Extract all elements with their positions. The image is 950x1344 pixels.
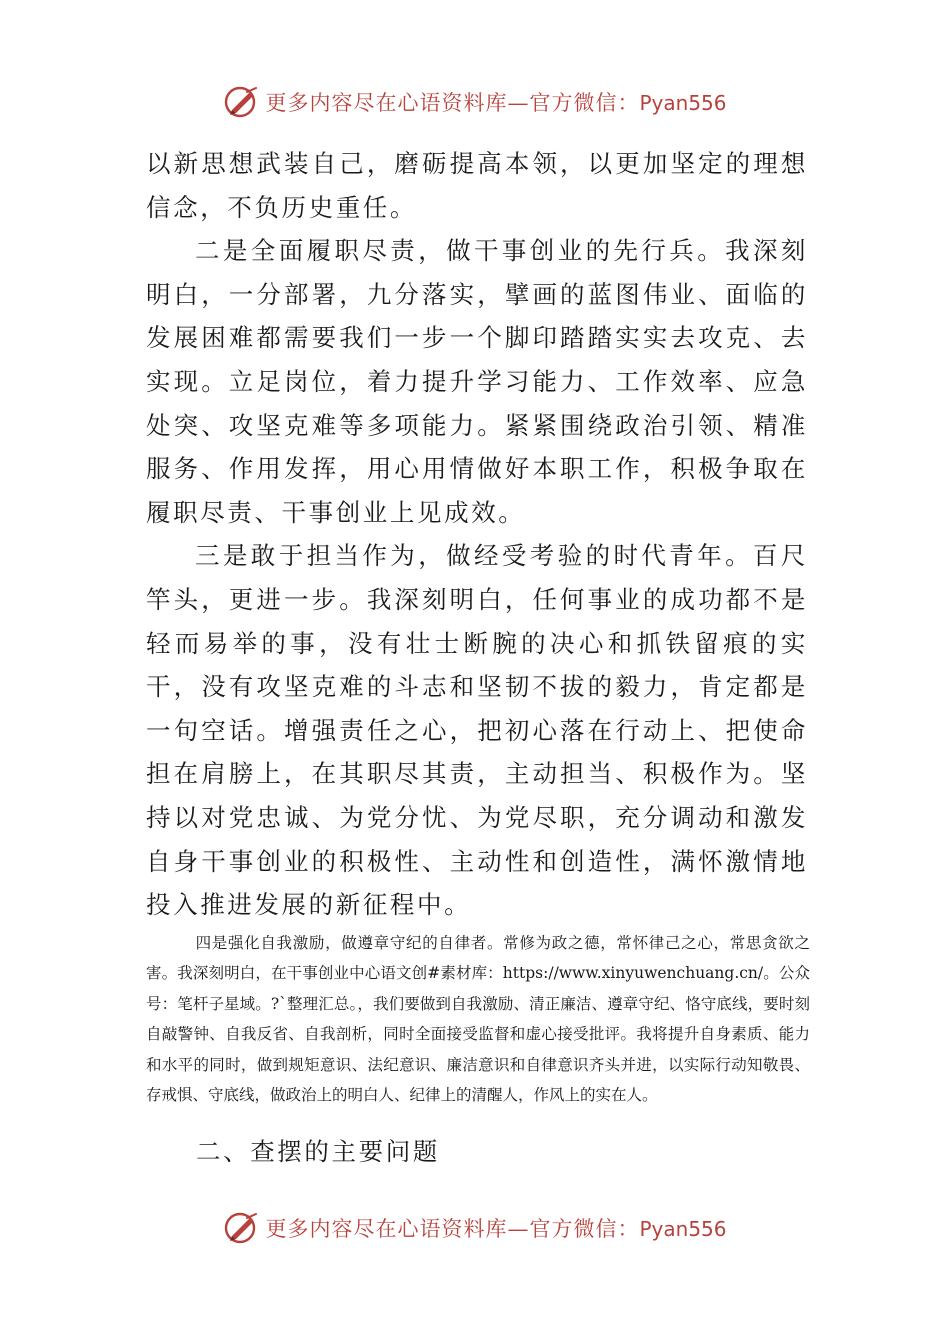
paragraph-continued: 以新思想武装自己，磨砺提高本领，以更加坚定的理想信念，不负历史重任。 — [146, 149, 808, 222]
paragraph-point-two: 二是全面履职尽责，做干事创业的先行兵。我深刻明白，一分部署，九分落实，擘画的蓝图伟业、面临的发展困难都需要我们一步一个脚印踏踏实实去攻克、去实现。立足岗位，着力提升学习能力、工作效率、应急处突、攻坚克难等多项能力。紧紧围绕政治引领、精准服务、作用发挥，用心用情做好本职工作，积极争取在履职尽责、干事创业上见成效。 — [146, 236, 808, 527]
small-text-block — [146, 928, 810, 1110]
section-heading: 二、查摆的主要问题 — [196, 1137, 440, 1166]
paragraph-point-four: 四是强化自我激励，做遵章守纪的自律者。常修为政之德，常怀律己之心，常思贪欲之害。我深刻明白，在干事创业中心语文创#素材库：https://www.xinyuwenchuang.cn/。公众号：笔杆子星域。?`整理汇总。，我们要做到自我激励、清正廉洁、遵章守纪、恪守底线，要时刻自敲警钟、自我反省、自我剖析，同时全面接受监督和虚心接受批评。我将提升自身素质、能力和水平的同时，做到规矩意识、法纪意识、廉洁意识和自律意识齐头并进，以实际行动知敬畏、存戒惧、守底线，做政治上的明白人、纪律上的清醒人，作风上的实在人。 — [146, 934, 810, 1105]
header-banner — [0, 82, 950, 122]
pen-logo-icon — [223, 1210, 261, 1246]
main-body — [146, 142, 808, 927]
footer-banner — [0, 1208, 950, 1248]
banner-text: 更多内容尽在心语资料库—官方微信：Pyan556 — [265, 1217, 727, 1241]
banner-text: 更多内容尽在心语资料库—官方微信：Pyan556 — [265, 91, 727, 115]
pen-logo-icon — [223, 84, 261, 120]
paragraph-point-three: 三是敢于担当作为，做经受考验的时代青年。百尺竿头，更进一步。我深刻明白，任何事业的成功都不是轻而易举的事，没有壮士断腕的决心和抓铁留痕的实干，没有攻坚克难的斗志和坚韧不拔的毅力，肯定都是一句空话。增强责任之心，把初心落在行动上、把使命担在肩膀上，在其职尽其责，主动担当、积极作为。坚持以对党忠诚、为党分忧、为党尽职，充分调动和激发自身干事创业的积极性、主动性和创造性，满怀激情地投入推进发展的新征程中。 — [146, 541, 808, 920]
